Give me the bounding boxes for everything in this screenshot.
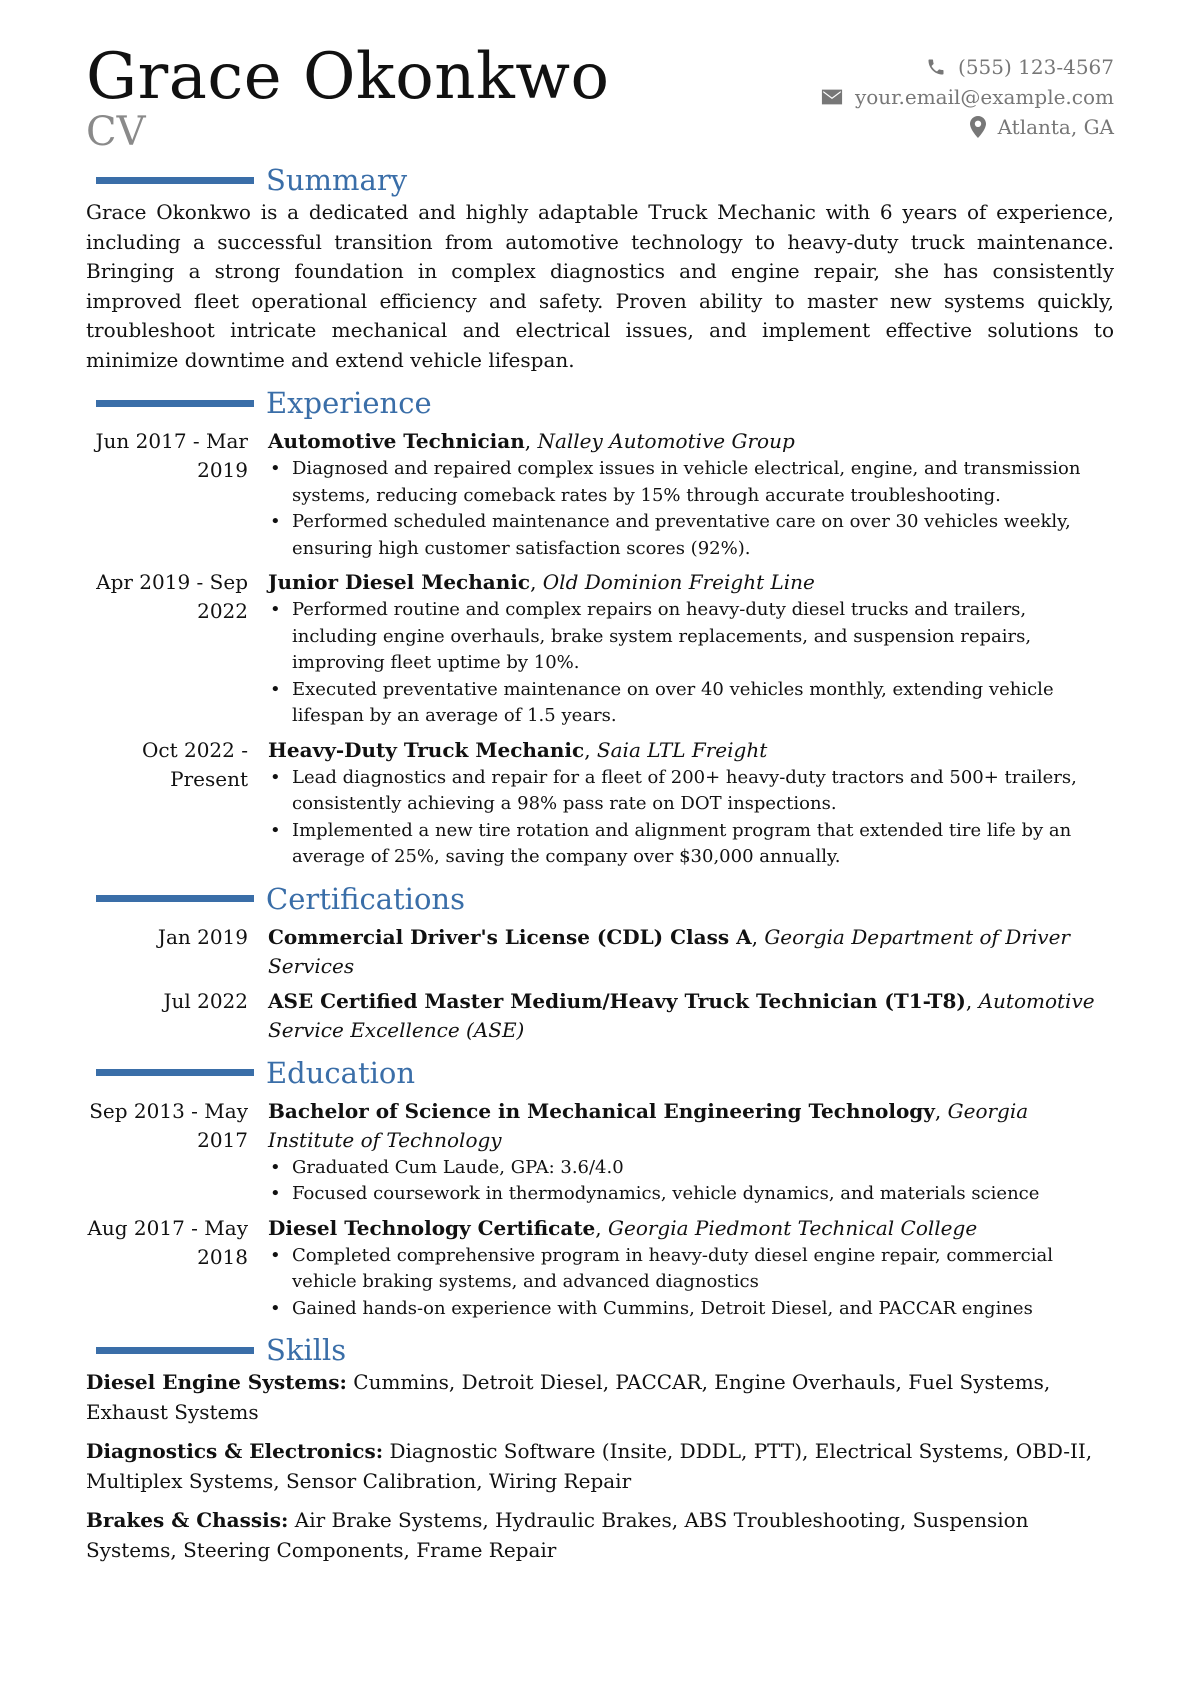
entry-bullets [268, 597, 1114, 730]
entry-title: ASE Certified Master Medium/Heavy Truck Technician (T1-T8) [268, 988, 966, 1013]
entry-body [268, 568, 1114, 730]
entry-body [268, 987, 1114, 1045]
certification-entry [86, 923, 1114, 981]
skill-group [86, 1437, 1114, 1496]
document-subtitle: CV [86, 109, 146, 155]
person-name: Grace Okonkwo [86, 40, 610, 114]
entry-title: Heavy-Duty Truck Mechanic [268, 737, 585, 762]
entry-bullets [268, 1243, 1114, 1323]
section-title: Summary [266, 163, 408, 197]
bullet-item: • Performed scheduled maintenance and preventative care on over 30 vehicles weekly, ensuring high customer satisfaction scores (92%). [292, 509, 1114, 562]
section-summary [86, 162, 1114, 198]
phone-icon [926, 57, 946, 77]
map-pin-icon [970, 116, 986, 138]
entry-date: Oct 2022 - Present [141, 737, 248, 791]
entry-date: Aug 2017 - May 2018 [87, 1215, 248, 1269]
section-skills [86, 1332, 1114, 1368]
section-title: Skills [266, 1333, 347, 1367]
entry-date: Sep 2013 - May 2017 [89, 1098, 248, 1152]
section-title: Education [266, 1055, 416, 1090]
bullet-item: • Gained hands-on experience with Cummins, Detroit Diesel, and PACCAR engines [292, 1296, 1114, 1323]
entry-heading: ASE Certified Master Medium/Heavy Truck Technician (T1-T8), Automotive Service Excellence (ASE) [268, 988, 1095, 1042]
entry-heading: Bachelor of Science in Mechanical Engineering Technology, Georgia Institute of Technology [268, 1098, 1029, 1152]
entry-body [268, 1214, 1114, 1323]
education-entry [86, 1214, 1114, 1323]
entry-body [268, 427, 1114, 562]
entry-bullets [268, 1155, 1114, 1208]
entry-heading: Commercial Driver's License (CDL) Class A, Georgia Department of Driver Services [268, 924, 1070, 978]
entry-heading: Heavy-Duty Truck Mechanic, Saia LTL Freight [268, 737, 768, 762]
bullet-item: • Focused coursework in thermodynamics, vehicle dynamics, and materials science [292, 1181, 1114, 1208]
entry-org: Georgia Institute of Technology [268, 1098, 1029, 1152]
entry-org: Georgia Department of Driver Services [268, 924, 1070, 978]
phone-text: (555) 123-4567 [958, 55, 1114, 79]
section-rule [96, 177, 254, 184]
entry-title: Automotive Technician [268, 429, 525, 453]
cv-header [86, 40, 1114, 156]
skill-group [86, 1368, 1114, 1427]
contact-email[interactable] [821, 82, 1114, 112]
section-certifications [86, 881, 1114, 917]
entry-title: Commercial Driver's License (CDL) Class A [268, 924, 752, 949]
entry-bullets [268, 765, 1114, 871]
location-text: Atlanta, GA [997, 115, 1114, 139]
entry-date: Jan 2019 [157, 924, 248, 949]
entry-org: Nalley Automotive Group [537, 429, 795, 453]
entry-date: Jun 2017 - Mar 2019 [95, 429, 248, 482]
section-rule [96, 895, 254, 902]
section-rule [96, 1069, 254, 1076]
entry-org: Saia LTL Freight [596, 737, 768, 762]
section-experience [86, 385, 1114, 421]
skill-value: Cummins, Detroit Diesel, PACCAR, Engine Overhauls, Fuel Systems, Exhaust Systems [86, 1370, 1051, 1424]
education-entry [86, 1097, 1114, 1208]
bullet-item: • Graduated Cum Laude, GPA: 3.6/4.0 [292, 1155, 1114, 1182]
entry-heading: Diesel Technology Certificate, Georgia Piedmont Technical College [268, 1215, 978, 1240]
entry-org: Automotive Service Excellence (ASE) [268, 988, 1095, 1042]
bullet-item: • Lead diagnostics and repair for a fleet of 200+ heavy-duty tractors and 500+ trailers, consistently achieving a 98% pass rate on DOT inspections. [292, 765, 1114, 818]
contact-phone [821, 52, 1114, 82]
email-link[interactable]: your.email@example.com [854, 85, 1114, 109]
entry-body [268, 736, 1114, 871]
experience-entry [86, 736, 1114, 871]
skill-value: Air Brake Systems, Hydraulic Brakes, ABS Troubleshooting, Suspension Systems, Steering Components, Frame Repair [86, 1508, 1029, 1562]
entry-org: Old Dominion Freight Line [542, 570, 815, 594]
skill-group [86, 1506, 1114, 1565]
entry-date: Apr 2019 - Sep 2022 [96, 570, 248, 623]
skill-value: Diagnostic Software (Insite, DDDL, PTT), Electrical Systems, OBD-II, Multiplex Systems, Sensor Calibration, Wiring Repair [86, 1439, 1093, 1493]
entry-bullets [268, 456, 1114, 562]
skill-label: Brakes & Chassis: [86, 1508, 289, 1532]
entry-org: Georgia Piedmont Technical College [608, 1215, 978, 1240]
section-title: Certifications [266, 881, 465, 916]
bullet-item: • Implemented a new tire rotation and alignment program that extended tire life by an average of 25%, saving the company over $30,000 annually. [292, 818, 1114, 871]
entry-title: Diesel Technology Certificate [268, 1215, 596, 1240]
section-title: Experience [266, 386, 432, 420]
contact-location [821, 112, 1114, 142]
certification-entry [86, 987, 1114, 1045]
entry-body [268, 1097, 1114, 1208]
section-education [86, 1055, 1114, 1091]
section-rule [96, 400, 254, 407]
contact-block [821, 52, 1114, 142]
entry-title: Bachelor of Science in Mechanical Engineering Technology [268, 1098, 935, 1123]
bullet-item: • Diagnosed and repaired complex issues in vehicle electrical, engine, and transmission systems, reducing comeback rates by 15% through accurate troubleshooting. [292, 456, 1114, 509]
bullet-item: • Performed routine and complex repairs on heavy-duty diesel trucks and trailers, including engine overhauls, brake system replacements, and suspension repairs, improving fleet uptime by 10%. [292, 597, 1114, 677]
entry-heading: Junior Diesel Mechanic, Old Dominion Freight Line [268, 570, 815, 594]
skill-label: Diesel Engine Systems: [86, 1370, 347, 1394]
cv-page [86, 40, 1114, 1575]
section-rule [96, 1347, 254, 1354]
bullet-item: • Executed preventative maintenance on over 40 vehicles monthly, extending vehicle lifespan by an average of 1.5 years. [292, 677, 1114, 730]
envelope-icon [821, 88, 843, 106]
experience-entry [86, 427, 1114, 562]
entry-heading: Automotive Technician, Nalley Automotive Group [268, 429, 795, 453]
entry-date: Jul 2022 [163, 988, 248, 1013]
bullet-item: • Completed comprehensive program in heavy-duty diesel engine repair, commercial vehicle braking systems, and advanced diagnostics [292, 1243, 1114, 1296]
skill-label: Diagnostics & Electronics: [86, 1439, 384, 1463]
entry-title: Junior Diesel Mechanic [268, 570, 531, 594]
experience-entry [86, 568, 1114, 730]
entry-body [268, 923, 1114, 981]
summary-text: Grace Okonkwo is a dedicated and highly adaptable Truck Mechanic with 6 years of experience, including a successful transition from automotive technology to heavy-duty truck maintenance. Bringing a strong foundation in complex diagnostics and engine repair, she has consistently improved fleet operational efficiency and safety. Proven ability to master new systems quickly, troubleshoot intricate mechanical and electrical issues, and implement effective solutions to minimize downtime and extend vehicle lifespan. [86, 200, 1114, 372]
